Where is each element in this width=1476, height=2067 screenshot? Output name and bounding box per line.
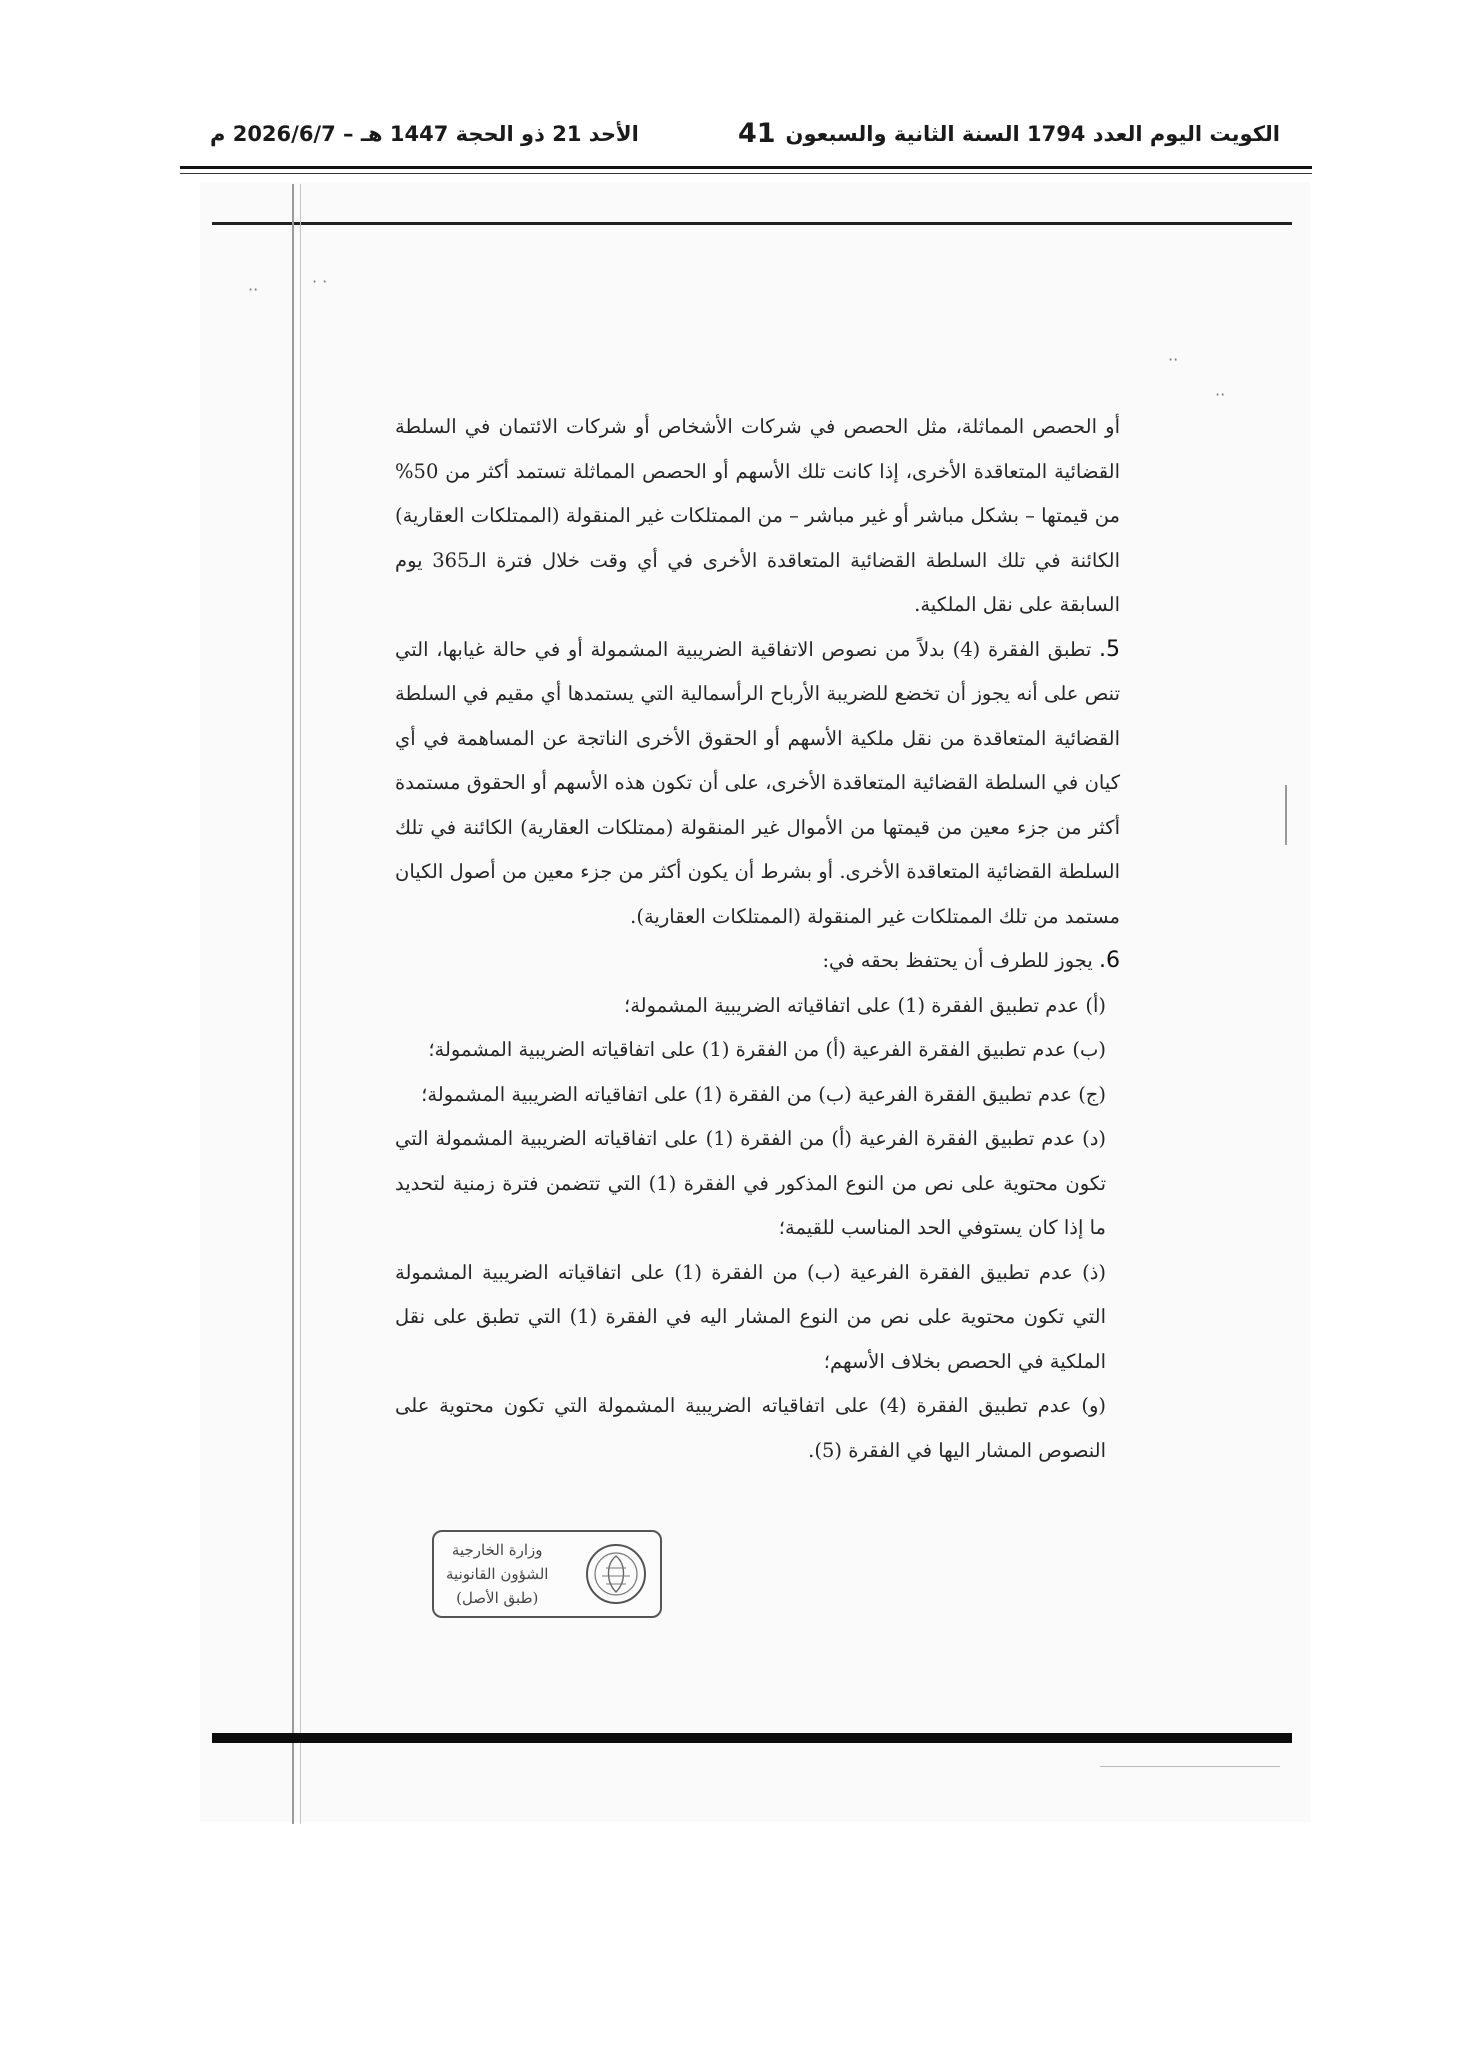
scan-frame-top [212, 222, 1292, 225]
gazette-issue-info: الكويت اليوم العدد 1794 السنة الثانية والسبعون [785, 122, 1280, 146]
scan-speck: · · [312, 272, 328, 291]
sub-item-w: (و) عدم تطبيق الفقرة (4) على اتفاقياته الضريبية المشمولة التي تكون محتوية على النصوص المشار اليها في الفقرة (5). [395, 1394, 1106, 1462]
paragraph-item-6 [395, 939, 1120, 984]
stamp-line-1: وزارة الخارجية [451, 1541, 543, 1559]
stamp-line-2: الشؤون القانونية [446, 1565, 549, 1583]
header-rule-thick [180, 166, 1312, 169]
sub-item-a: (أ) عدم تطبيق الفقرة (1) على اتفاقياته الضريبية المشمولة؛ [624, 993, 1106, 1017]
item-6-text: يجوز للطرف أن يحتفظ بحقه في: [822, 949, 1093, 972]
item-5-number: 5. [1099, 636, 1120, 662]
scan-faint-line [1100, 1766, 1280, 1767]
stamp-line-3: (طبق الأصل) [456, 1589, 539, 1607]
sub-item-b: (ب) عدم تطبيق الفقرة الفرعية (أ) من الفقرة (1) على اتفاقياته الضريبية المشمولة؛ [428, 1038, 1106, 1061]
scan-edge-mark [1285, 785, 1287, 845]
issue-date: الأحد 21 ذو الحجة 1447 هـ – 2026/6/7 م [210, 122, 639, 146]
emblem-icon [584, 1542, 648, 1606]
sub-item-d: (د) عدم تطبيق الفقرة الفرعية (أ) من الفقرة (1) على اتفاقياته الضريبية المشمولة التي تكون محتوية على نص من النوع المذكور في الفقرة (1) التي تتضمن فترة زمنية لتحديد ما إذا كان يستوفي الحد المناسب للقيمة؛ [395, 1127, 1107, 1239]
scan-margin-line-faint [300, 184, 301, 1824]
sub-item-dh: (ذ) عدم تطبيق الفقرة الفرعية (ب) من الفقرة (1) على اتفاقياته الضريبية المشمولة التي تكون محتوية على نص من النوع المشار اليه في الفقرة (1) التي تطبق على نقل الملكية في الحصص بخلاف الأسهم؛ [395, 1260, 1107, 1373]
paragraph-item-5 [395, 628, 1120, 940]
header-rule-thin [180, 173, 1312, 174]
item-5-text: تطبق الفقرة (4) بدلاً من نصوص الاتفاقية الضريبية المشمولة أو في حالة غيابها، التي تنص على أنه يجوز أن تخضع للضريبة الأرباح الرأسمالية التي يستمدها أي مقيم في السلطة القضائية المتعاقدة من نقل ملكية الأسهم أو الحقوق الأخرى الناتجة عن المساهمة في أي كيان في السلطة القضائية المتعاقدة الأخرى، على أن تكون هذه الأسهم أو الحقوق مستمدة أكثر من جزء معين من قيمتها من الأموال غير المنقولة (ممتلكات العقارية) الكائنة في تلك السلطة القضائية المتعاقدة الأخرى. أو بشرط أن يكون أكثر من جزء معين من أصول الكيان مستمد من تلك الممتلكات غير المنقولة (الممتلكات العقارية). [395, 637, 1120, 928]
sub-item-c: (ج) عدم تطبيق الفقرة الفرعية (ب) من الفقرة (1) على اتفاقياته الضريبية المشمولة؛ [421, 1082, 1106, 1106]
scan-speck: ·· [248, 280, 259, 299]
document-body [395, 405, 1120, 1473]
scan-margin-line [292, 184, 294, 1824]
page-number: 41 [738, 118, 776, 149]
stamp-text [446, 1538, 548, 1610]
page-header [210, 118, 1280, 158]
scan-frame-bottom [212, 1733, 1292, 1743]
scan-speck: ·· [1168, 350, 1179, 369]
paragraph-intro: أو الحصص المماثلة، مثل الحصص في شركات الأشخاص أو شركات الائتمان في السلطة القضائية المتعاقدة الأخرى، إذا كانت تلك الأسهم أو الحصص المماثلة تستمد أكثر من 50% من قيمتها – بشكل مباشر أو غير مباشر – من الممتلكات غير المنقولة (الممتلكات العقارية) الكائنة في تلك السلطة القضائية المتعاقدة الأخرى في أي وقت خلال فترة الـ365 يوم السابقة على نقل الملكية. [395, 415, 1120, 616]
scan-speck: ·· [1215, 385, 1226, 404]
ministry-stamp [432, 1530, 662, 1618]
item-6-number: 6. [1099, 948, 1120, 973]
